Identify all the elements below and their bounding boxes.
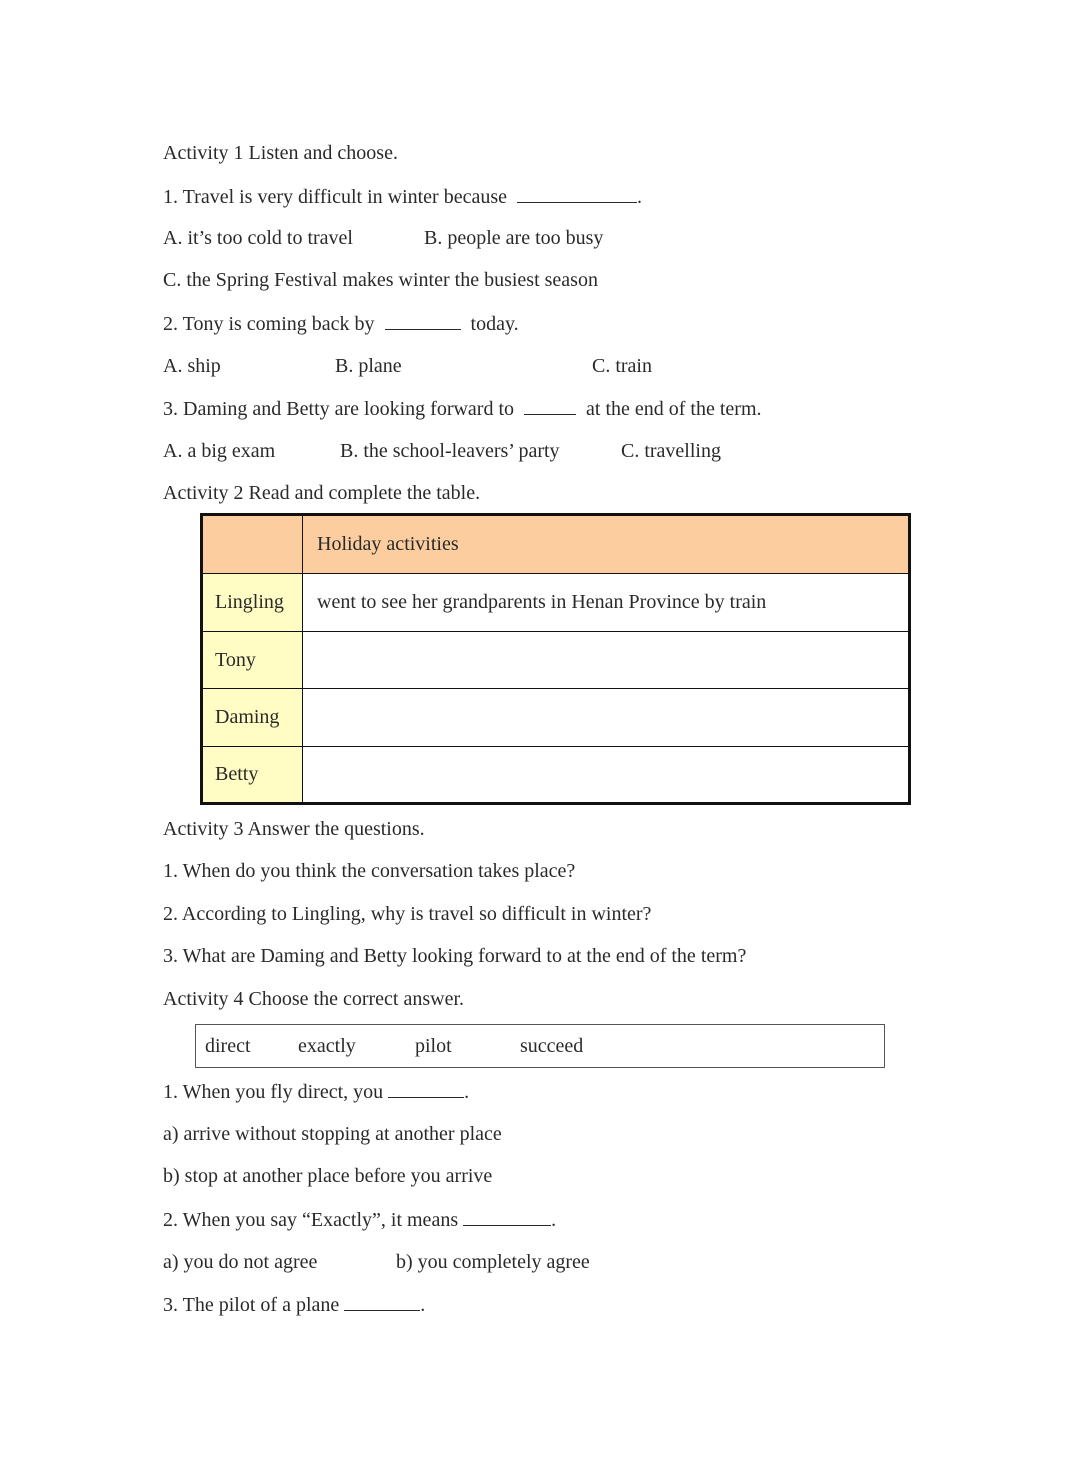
activity3-question-3: 3. What are Daming and Betty looking forward to at the end of the term? [163, 945, 747, 967]
option-a: A. ship [163, 355, 221, 377]
header-corner-cell [203, 516, 303, 573]
question-text: 1. When you fly direct, you [163, 1081, 384, 1103]
name-cell: Betty [203, 747, 303, 802]
answer-blank[interactable] [524, 396, 576, 415]
option-b: B. people are too busy [424, 227, 604, 249]
option-b: B. the school-leavers’ party [340, 440, 560, 462]
activity-cell[interactable] [303, 747, 908, 802]
option-a: a) you do not agree [163, 1251, 318, 1273]
header-cell: Holiday activities [303, 516, 908, 573]
activity4-question-2: 2. When you say “Exactly”, it means . [163, 1209, 557, 1231]
activity2-heading: Activity 2 Read and complete the table. [163, 482, 481, 504]
activity1-question-2: 2. Tony is coming back by today. [163, 313, 519, 335]
activity3-heading: Activity 3 Answer the questions. [163, 818, 425, 840]
table-row [203, 747, 908, 802]
option-b: b) stop at another place before you arrive [163, 1165, 493, 1187]
word-bank-item: exactly [298, 1035, 356, 1057]
option-a: a) arrive without stopping at another place [163, 1123, 502, 1145]
activity-cell[interactable]: went to see her grandparents in Henan Province by train [317, 591, 767, 613]
option-c: C. travelling [621, 440, 721, 462]
answer-blank[interactable] [517, 184, 637, 203]
question-text: 2. When you say “Exactly”, it means [163, 1209, 459, 1231]
activity1-question-1: 1. Travel is very difficult in winter because . [163, 186, 643, 208]
word-bank-item: pilot [415, 1035, 452, 1057]
activity4-question-3: 3. The pilot of a plane . [163, 1294, 426, 1316]
question-text: 3. The pilot of a plane [163, 1294, 340, 1316]
name-cell: Tony [203, 632, 303, 688]
activity1-question-3: 3. Daming and Betty are looking forward to at the end of the term. [163, 398, 762, 420]
option-a: A. a big exam [163, 440, 276, 462]
answer-blank[interactable] [463, 1207, 551, 1226]
option-c: C. the Spring Festival makes winter the busiest season [163, 269, 598, 291]
option-a: A. it’s too cold to travel [163, 227, 353, 249]
activity1-heading: Activity 1 Listen and choose. [163, 142, 398, 164]
option-b: b) you completely agree [396, 1251, 590, 1273]
activity-cell[interactable] [303, 689, 908, 746]
activity4-question-1: 1. When you fly direct, you . [163, 1081, 470, 1103]
answer-blank[interactable] [344, 1292, 420, 1311]
activity4-heading: Activity 4 Choose the correct answer. [163, 988, 465, 1010]
table-row [203, 689, 908, 747]
name-cell: Lingling [203, 574, 303, 631]
option-c: C. train [592, 355, 652, 377]
activity3-question-2: 2. According to Lingling, why is travel so difficult in winter? [163, 903, 652, 925]
answer-blank[interactable] [385, 311, 461, 330]
answer-blank[interactable] [388, 1079, 464, 1098]
holiday-activities-table [200, 513, 911, 805]
table-row [203, 574, 908, 632]
word-bank-item: succeed [520, 1035, 584, 1057]
activity3-question-1: 1. When do you think the conversation takes place? [163, 860, 576, 882]
question-text: 1. Travel is very difficult in winter because [163, 186, 508, 208]
option-b: B. plane [335, 355, 402, 377]
table-header-row [203, 516, 908, 574]
name-cell: Daming [203, 689, 303, 746]
activity-cell[interactable] [303, 632, 908, 688]
question-text: 3. Daming and Betty are looking forward to [163, 398, 515, 420]
table-row [203, 632, 908, 689]
question-text: 2. Tony is coming back by [163, 313, 375, 335]
word-bank-item: direct [205, 1035, 251, 1057]
word-bank-box [195, 1024, 885, 1068]
